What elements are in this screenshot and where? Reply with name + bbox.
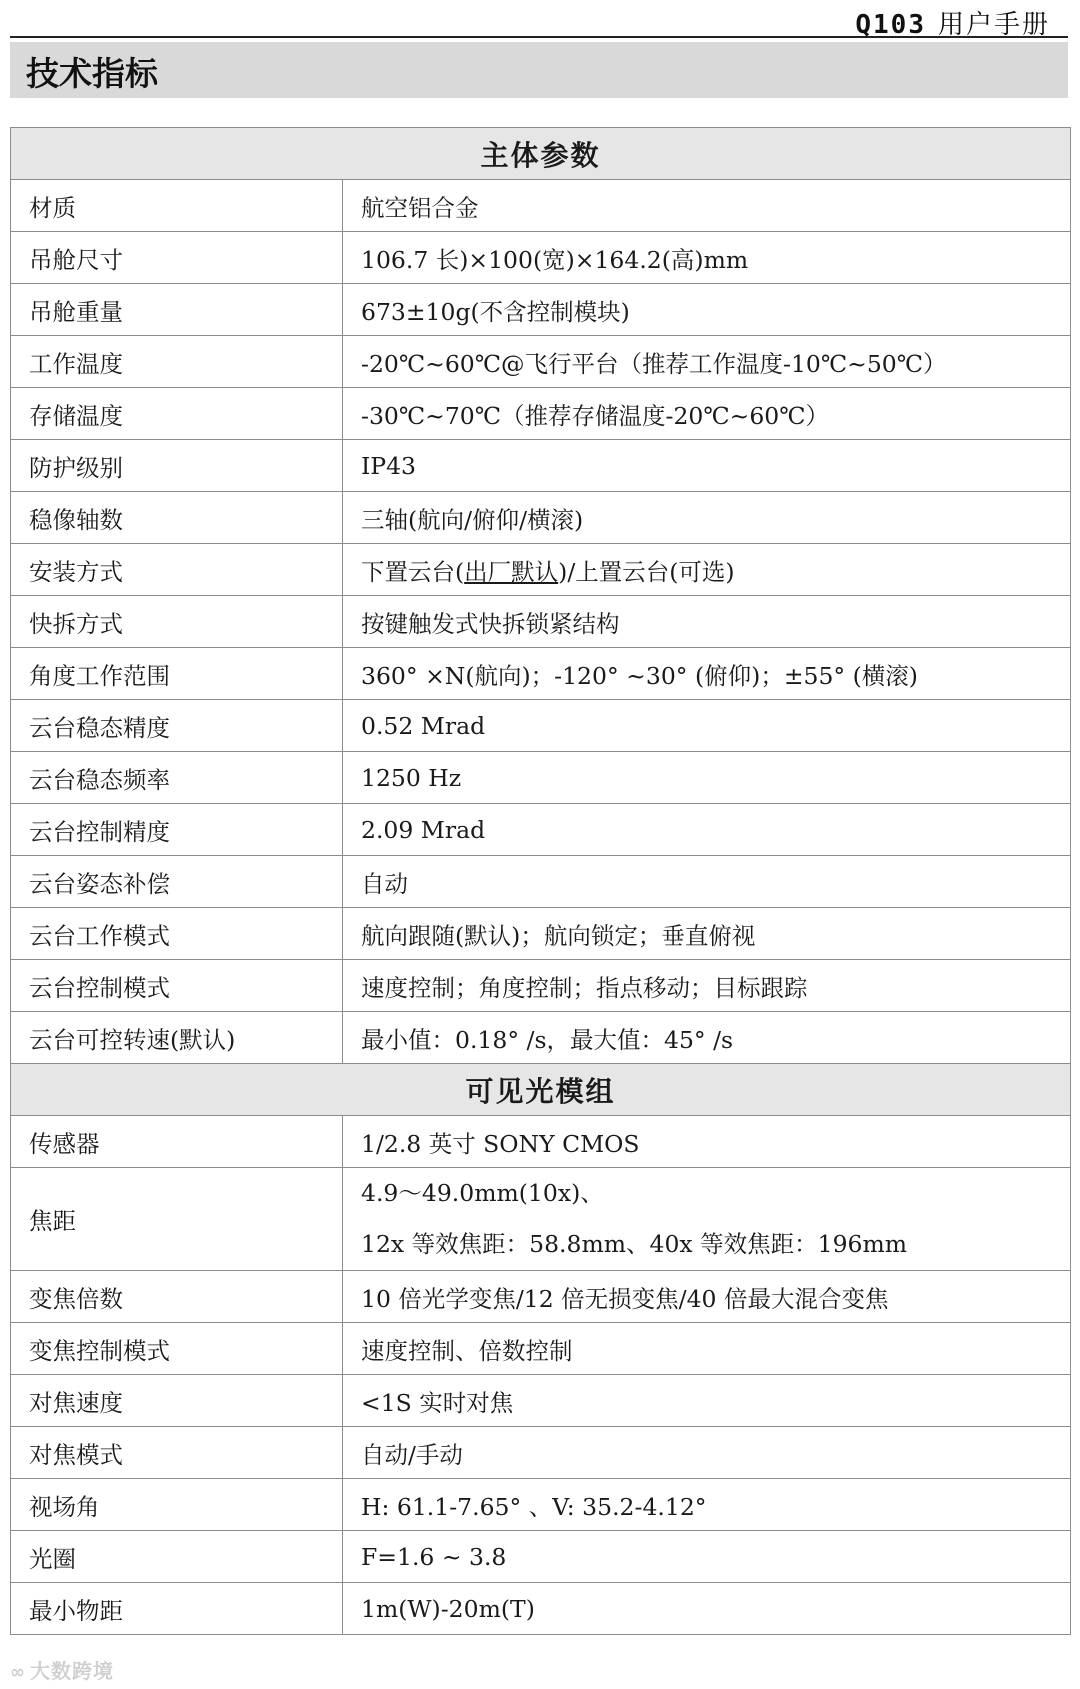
value-suffix: )/上置云台(可选) (558, 557, 735, 586)
row-label: 云台稳态频率 (11, 752, 343, 804)
row-value: -20℃~60℃@飞行平台（推荐工作温度-10℃~50℃） (343, 336, 1071, 388)
table-row (11, 180, 1071, 232)
table-row (11, 908, 1071, 960)
row-value: 三轴(航向/俯仰/横滚) (343, 492, 1071, 544)
table-row (11, 492, 1071, 544)
table-row (11, 1583, 1071, 1635)
row-value: 自动 (343, 856, 1071, 908)
row-value: H: 61.1-7.65° 、V: 35.2-4.12° (343, 1479, 1071, 1531)
watermark-text: 大数跨境 (30, 1659, 114, 1683)
row-label: 防护级别 (11, 440, 343, 492)
row-label: 材质 (11, 180, 343, 232)
row-label: 云台姿态补偿 (11, 856, 343, 908)
row-value (343, 1168, 1071, 1271)
group-header-row (11, 1064, 1071, 1116)
row-label: 变焦控制模式 (11, 1323, 343, 1375)
table-row (11, 232, 1071, 284)
group-title: 可见光模组 (11, 1064, 1071, 1116)
header-model: Q103 (855, 10, 926, 40)
row-label: 传感器 (11, 1116, 343, 1168)
row-label: 光圈 (11, 1531, 343, 1583)
row-value: 航向跟随(默认)；航向锁定；垂直俯视 (343, 908, 1071, 960)
table-row (11, 804, 1071, 856)
table-row (11, 1531, 1071, 1583)
table-row (11, 284, 1071, 336)
row-label: 工作温度 (11, 336, 343, 388)
row-value: F=1.6 ~ 3.8 (343, 1531, 1071, 1583)
row-value: 360° ×N(航向)；-120° ~30° (俯仰)；±55° (横滚) (343, 648, 1071, 700)
table-row (11, 1168, 1071, 1271)
table-row (11, 1271, 1071, 1323)
row-label: 变焦倍数 (11, 1271, 343, 1323)
table-row (11, 1323, 1071, 1375)
table-row (11, 1479, 1071, 1531)
row-value: -30℃~70℃（推荐存储温度-20℃~60℃） (343, 388, 1071, 440)
table-row (11, 1375, 1071, 1427)
row-label: 对焦速度 (11, 1375, 343, 1427)
document-header (10, 0, 1068, 38)
row-value: 最小值：0.18° /s，最大值：45° /s (343, 1012, 1071, 1064)
row-value: 106.7 长)×100(宽)×164.2(高)mm (343, 232, 1071, 284)
row-value: 自动/手动 (343, 1427, 1071, 1479)
row-value (343, 544, 1071, 596)
row-value: IP43 (343, 440, 1071, 492)
watermark-logo-icon: ∞ (10, 1662, 26, 1683)
value-underlined: 出厂默认 (464, 557, 559, 586)
row-label: 最小物距 (11, 1583, 343, 1635)
row-value: 1/2.8 英寸 SONY CMOS (343, 1116, 1071, 1168)
value-line-2: 12x 等效焦距：58.8mm、40x 等效焦距：196mm (361, 1230, 908, 1258)
row-value: 10 倍光学变焦/12 倍无损变焦/40 倍最大混合变焦 (343, 1271, 1071, 1323)
watermark (10, 1655, 114, 1684)
table-row (11, 596, 1071, 648)
row-label: 安装方式 (11, 544, 343, 596)
table-row (11, 1427, 1071, 1479)
value-prefix: 下置云台( (361, 557, 465, 586)
table-row (11, 388, 1071, 440)
table-row (11, 960, 1071, 1012)
group-title: 主体参数 (11, 128, 1071, 180)
row-value: <1S 实时对焦 (343, 1375, 1071, 1427)
row-value: 航空铝合金 (343, 180, 1071, 232)
row-value: 1m(W)-20m(T) (343, 1583, 1071, 1635)
row-label: 云台可控转速(默认) (11, 1012, 343, 1064)
row-value: 673±10g(不含控制模块) (343, 284, 1071, 336)
row-value: 2.09 Mrad (343, 804, 1071, 856)
row-label: 快拆方式 (11, 596, 343, 648)
table-row (11, 544, 1071, 596)
table-row (11, 1012, 1071, 1064)
row-label: 角度工作范围 (11, 648, 343, 700)
table-row (11, 648, 1071, 700)
row-label: 云台工作模式 (11, 908, 343, 960)
row-label: 云台稳态精度 (11, 700, 343, 752)
row-label: 焦距 (11, 1168, 343, 1271)
row-value: 速度控制、倍数控制 (343, 1323, 1071, 1375)
table-row (11, 752, 1071, 804)
row-value: 速度控制；角度控制；指点移动；目标跟踪 (343, 960, 1071, 1012)
header-doc-title: 用户手册 (937, 10, 1050, 40)
section-title-bar (10, 42, 1068, 98)
group-header-row (11, 128, 1071, 180)
section-title: 技术指标 (26, 54, 158, 93)
row-value: 1250 Hz (343, 752, 1071, 804)
table-row (11, 856, 1071, 908)
row-label: 稳像轴数 (11, 492, 343, 544)
value-line-1: 4.9～49.0mm(10x)、 (361, 1179, 604, 1207)
table-row (11, 440, 1071, 492)
row-label: 吊舱尺寸 (11, 232, 343, 284)
spec-table (10, 127, 1071, 1635)
header-text (855, 4, 1050, 41)
row-label: 存储温度 (11, 388, 343, 440)
row-value: 0.52 Mrad (343, 700, 1071, 752)
table-row (11, 336, 1071, 388)
row-label: 视场角 (11, 1479, 343, 1531)
row-label: 云台控制精度 (11, 804, 343, 856)
row-label: 对焦模式 (11, 1427, 343, 1479)
table-row (11, 700, 1071, 752)
row-label: 吊舱重量 (11, 284, 343, 336)
row-value: 按键触发式快拆锁紧结构 (343, 596, 1071, 648)
row-label: 云台控制模式 (11, 960, 343, 1012)
table-row (11, 1116, 1071, 1168)
